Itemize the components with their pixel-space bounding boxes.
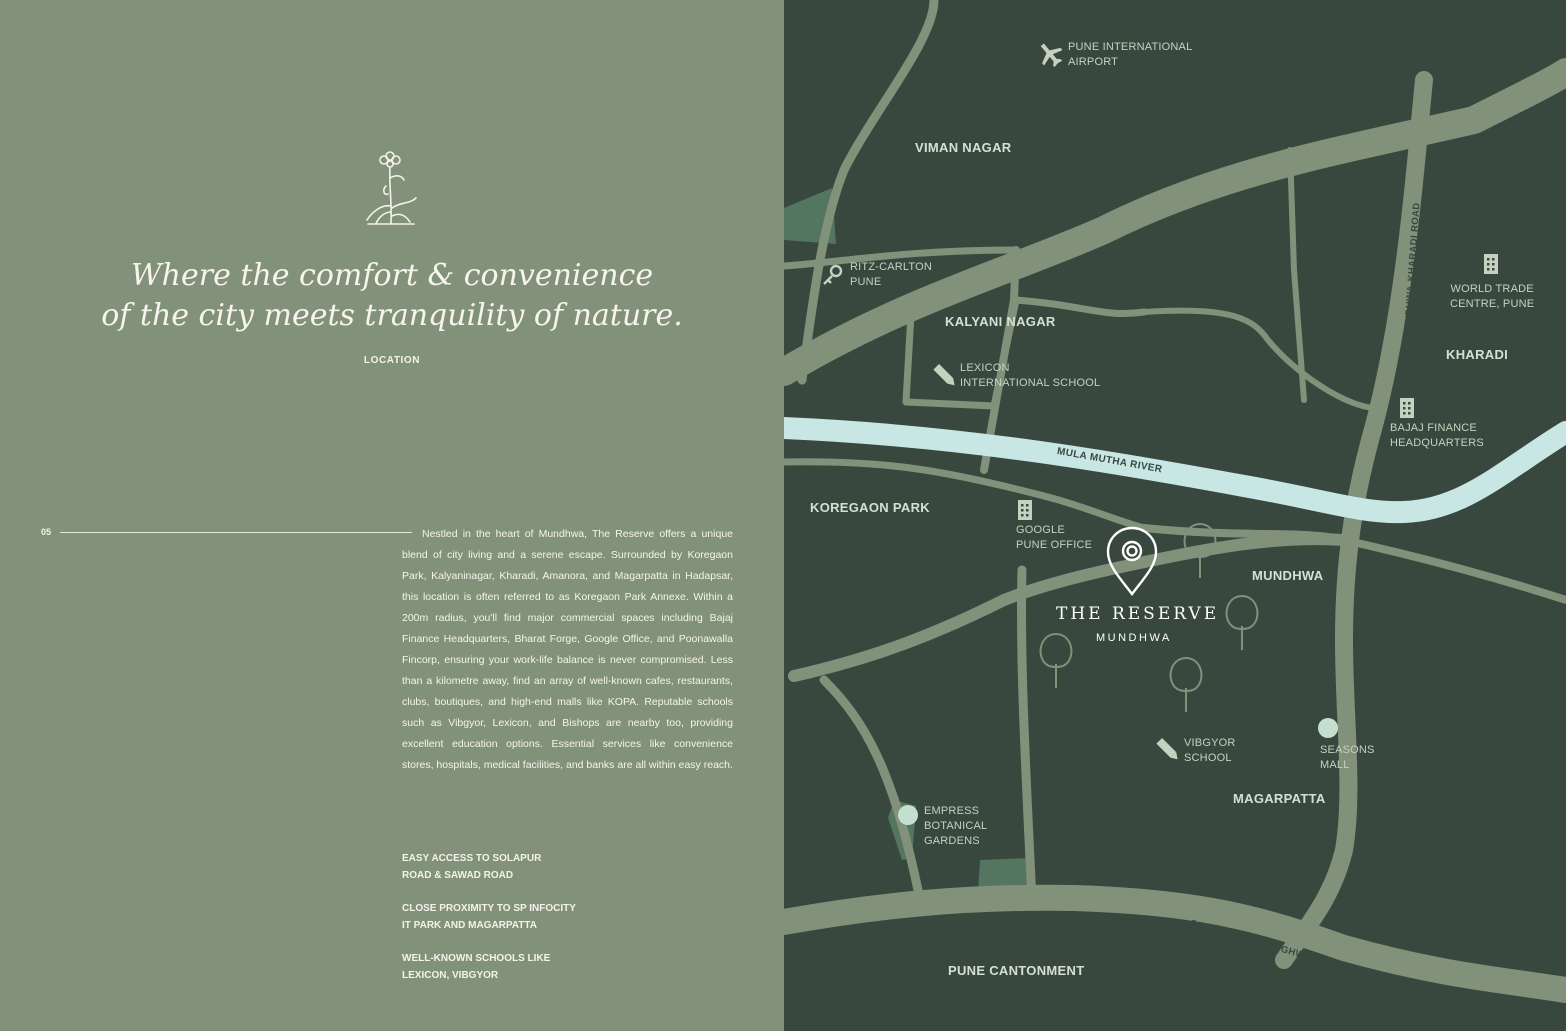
poi-label-empress-gardens: EMPRESS BOTANICAL GARDENS <box>924 805 988 847</box>
road <box>1144 311 1374 408</box>
area-label-pune-cantonment: PUNE CANTONMENT <box>948 963 1085 978</box>
quote-line-1: Where the comfort & convenience <box>130 258 654 293</box>
project-name: THE RESERVE <box>1056 604 1220 624</box>
tree-icon <box>1227 596 1258 650</box>
page-rule-divider <box>60 532 412 533</box>
page-number: 05 <box>41 527 52 537</box>
pencil-icon <box>1156 738 1180 762</box>
poi-label-vibgyor-school: VIBGYOR SCHOOL <box>1184 737 1236 764</box>
nagar-road <box>784 72 1566 372</box>
location-description: Nestled in the heart of Mundhwa, The Reserve offers a unique blend of city living and a serene escape. Surrounded by Koregaon Park, Kalyaninagar, Kharadi, Amanora, and Magarpatta in Hadapsar, this location is often referred to as Koregaon Park Annexe. Within a 200m radius, you'll find major commercial spaces including Bajaj Finance Headquarters, Bharat Forge, Google Office, and Poonawalla Fincorp, ensuring your work-life balance is never compromised. Less than a kilometre away, find an array of well-known cafes, restaurants, clubs, boutiques, and high-end malls like KOPA. Reputable schools such as Vibgyor, Lexicon, and Bishops are nearby too, providing excellent education options. Essential services like convenience stores, hospitals, medical facilities, and banks are all within easy reach. <box>402 528 733 771</box>
key-icon <box>824 266 841 284</box>
solapur-pune-highway <box>784 898 1566 990</box>
seasons-mall-marker <box>1318 718 1338 738</box>
pencil-icon <box>933 364 957 388</box>
location-map <box>784 0 1566 1031</box>
poi-label-lexicon-school: LEXICON INTERNATIONAL SCHOOL <box>960 362 1101 389</box>
highlight-item: WELL-KNOWN SCHOOLS LIKE LEXICON, VIBGYOR <box>402 953 551 981</box>
area-label-magarpatta: MAGARPATTA <box>1233 791 1326 806</box>
area-label-mundhwa: MUNDHWA <box>1252 568 1324 583</box>
highlight-item: EASY ACCESS TO SOLAPUR ROAD & SAWAD ROAD <box>402 853 542 881</box>
area-label-viman-nagar: VIMAN NAGAR <box>915 140 1012 155</box>
highlights-list <box>402 850 702 1000</box>
flower-illustration <box>362 146 422 230</box>
area-label-koregaon-park: KOREGAON PARK <box>810 500 930 515</box>
poi-label-world-trade-centre: WORLD TRADE CENTRE, PUNE <box>1450 283 1535 310</box>
road-label-solapur-pune-highway: SOLAPUR-PUNE HIGHWAY <box>1188 918 1319 965</box>
empress-garden-marker <box>898 805 918 825</box>
poi-label-airport: PUNE INTERNATIONAL AIRPORT <box>1068 41 1193 68</box>
highlight-item: CLOSE PROXIMITY TO SP INFOCITY IT PARK AND MAGARPATTA <box>402 903 576 931</box>
poi-label-bajaj-finance: BAJAJ FINANCE HEADQUARTERS <box>1390 422 1484 449</box>
airplane-icon <box>1033 37 1067 72</box>
poi-label-seasons-mall: SEASONS MALL <box>1320 744 1375 771</box>
quote-line-2: of the city meets tranquility of nature. <box>101 298 683 333</box>
road <box>784 462 1144 528</box>
poi-label-ritz-carlton: RITZ-CARLTON PUNE <box>850 261 933 288</box>
area-label-kalyani-nagar: KALYANI NAGAR <box>945 314 1056 329</box>
road-label-nagar-road: NAGAR ROAD <box>1092 156 1162 191</box>
road-label-mundhwa-kharadi-road: MUNDHWA-KHARADI ROAD <box>1402 202 1423 339</box>
section-label: LOCATION <box>363 355 421 366</box>
map-canvas <box>784 0 1566 1031</box>
tree-icon <box>1041 634 1072 688</box>
river-label: MULA MUTHA RIVER <box>1056 446 1164 476</box>
road <box>1021 570 1032 900</box>
project-locality: MUNDHWA <box>1096 632 1172 644</box>
headline-quote <box>0 256 784 336</box>
area-label-kharadi: KHARADI <box>1446 347 1509 362</box>
road <box>824 680 920 900</box>
poi-label-google-office: GOOGLE PUNE OFFICE <box>1016 524 1093 551</box>
tree-icon <box>1171 658 1202 712</box>
